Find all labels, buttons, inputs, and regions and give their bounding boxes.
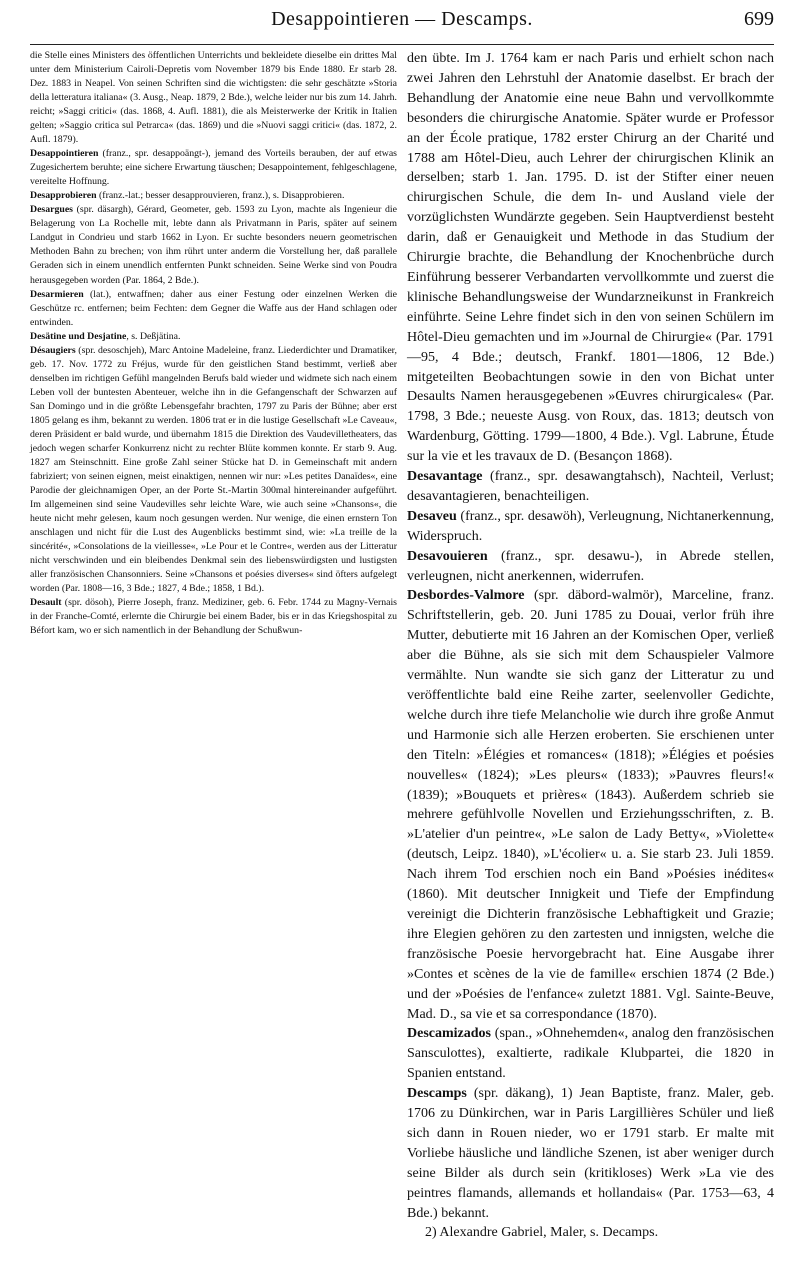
left-column <box>30 49 397 1243</box>
entry-headword: Desargues <box>30 204 73 216</box>
entry-desavouieren <box>407 547 774 587</box>
entry-desarmieren <box>30 288 397 330</box>
entry-text: (franz., spr. desappoängt-), jemand des Vorteils berauben, der auf etwas Zugesichertem beruhte; eine sichere Erwartung täuschen; Desappointement, fehlgeschlagene, vereitelte Hoffnung. <box>30 148 397 188</box>
entry-text: (spr. däkang), 1) Jean Baptiste, franz. Maler, geb. 1706 zu Dünkirchen, war in Paris Largillières Schüler und ließ sich dann in Rouen nieder, wo er 1791 starb. Er malte mit Vorliebe häusliche und ländliche Szenen, ist aber weniger durch seine Bilder als durch sein (kritikloses) Werk »La vie des peintres flamands, allemands et hollandais« (Par. 1753—63, 4 Bde.) bekannt. <box>407 1086 774 1221</box>
running-head <box>30 8 774 44</box>
entry-desault <box>30 596 397 638</box>
entry-headword: Désaugiers <box>30 344 76 356</box>
entry-headword: Desavouieren <box>407 548 488 564</box>
entry-continuation <box>30 49 397 147</box>
entry-desappointieren <box>30 147 397 189</box>
entry-desaugiers <box>30 344 397 597</box>
entry-desatine <box>30 330 397 344</box>
entry-continuation <box>407 49 774 467</box>
entry-text: (franz., spr. desawu-), in Abrede stellen, verleugnen, nicht anerkennen, widerrufen. <box>407 548 774 584</box>
entry-headword: Desaveu <box>407 508 457 524</box>
right-column <box>407 49 774 1243</box>
entry-text: (lat.), entwaffnen; daher aus einer Festung oder einzelnen Werken die Geschütze rc. entfernen; beim Fechten: dem Gegner die Waffe aus der Hand schlagen oder entwinden. <box>30 288 397 328</box>
entry-text: , s. Deßjätina. <box>126 330 181 342</box>
entry-text: (spr. däbord-walmör), Marceline, franz. Schriftstellerin, geb. 20. Juni 1785 zu Douai, verlor früh ihre Mutter, debutierte mit 16 Jahren an der Komischen Oper, verließ aber die Bühne, als sie sich mit dem Schauspieler Valmore vermählte. Nun wandte sie sich ganz der Litteratur zu und veröffentlichte bald eine Reihe zarter, seelenvoller Gedichte, welche durch ihre tiefe Melancholie wie durch ihre große Anmut und Harmonie sich alle Herzen eroberten. Sie erschienen unter den Titeln: »Élégies et romances« (1818); »Élégies et poésies nouvelles« (1824); »Les pleurs« (1833); »Pauvres fleurs!« (1839); »Bouquets et prières« (1843). Außerdem schrieb sie mehrere gefühlvolle Novellen und Erziehungsschriften, z. B. »L'atelier d'un peintre«, »Le salon de Lady Betty«, »Violette« (deutsch, Leipz. 1840), »L'écolier« u. a. Sie starb 23. Juli 1859. Nach ihrem Tod erschien noch ein Band »Poésies inédites« (1860). Mit deutscher Innigkeit und Tiefe der Empfindung vereinigt die Dichterin französische Lebhaftigkeit und Grazie; ihre Elegien gehören zu den zartesten und innigsten, welche die französische Poesie hervorgebracht hat. Eine Ausgabe ihrer »Contes et scènes de la vie de famille« erschien 1874 (2 Bde.) und der »Poésies de l'enfance« zuletzt 1881. Vgl. Sainte-Beuve, Mad. D., sa vie et sa correspondance (1870). <box>407 588 774 1022</box>
running-title: Desappointieren — Descamps. <box>271 8 533 30</box>
entry-headword: Desapprobieren <box>30 190 97 202</box>
entry-text: (spr. desoschjeh), Marc Antoine Madeleine, franz. Liederdichter und Dramatiker, geb. 17. Nov. 1772 zu Fréjus, wurde für den geistlichen Stand bestimmt, verließ aber denselben im richtigen Gefühl mangelnden Berufs bald wieder und widmete sich nach einem Leben voll der buntesten Abenteuer, welche ihn in die Gefangenschaft der Schwarzen auf San Domingo und in die größte Lebensgefahr brachten, 1797 zu Paris der Bühne; aber erst 1805 gelang es ihm, bekannt zu werden. 1806 trat er in die lustige Gesellschaft »Le Caveau«, deren Präsident er bald wurde, und übernahm 1815 die Direktion des Vaudevilletheaters, das jedoch wegen scharfer Konkurrenz nicht zu rechter Blüte kommen konnte. Er starb 9. Aug. 1827 am Steinschnitt. Eine große Zahl seiner Stücke hat D. in Gemeinschaft mit andern fabriziert; von seinen eignen, meist einaktigen, nennen wir nur: »Les petites Danaïdes«, eine Parodie der gleichnamigen Oper, an der Porte St.-Martin 300mal hintereinander aufgeführt. Im allgemeinen sind seine Vaudevilles sehr leichte Ware, wie auch seine »Chansons«, die heute nicht mehr gelesen, kaum noch gesungen werden. Nur wenige, die einen ernstern Ton anschlagen und nicht für die Lust des Augenblicks bestimmt sind, wie: »La treille de la sincérité«, »Consolations de la vieillesse«, »Le Pour et le Contre«, werden aus der Litteratur nicht verschwinden und ein bleibendes Denkmal sein des liebenswürdigsten und lustigsten aller französischen Chansonniers. Seine »Chansons et poésies diverses« sind öfters aufgelegt worden (Par. 1808—16, 3 Bde.; 1827, 4 Bde.; 1858, 1 Bd.). <box>30 344 397 595</box>
entry-text: die Stelle eines Ministers des öffentlichen Unterrichts und bekleidete dieselbe ein drittes Mal unter dem Ministerium Cairoli-Depretis vom November 1879 bis Ende 1880. Er starb 28. Dez. 1883 in Neapel. Von seinen Schriften sind die wichtigsten: die sehr geschätzte »Storia della letteratura italiana« (3. Ausg., Neap. 1879, 2 Bde.), welche leider nur bis zum 14. Jahrh. reicht; »Saggi critici« (das. 1868, 4. Aufl. 1881), die als Meisterwerke der Kritik in Italien gelten; »Saggio critica sul Petrarca« (das. 1869) und die »Nuovi saggi critici« (das. 1872, 2. Aufl. 1879). <box>30 50 397 146</box>
entry-headword: Desault <box>30 597 62 609</box>
entry-text: (span., »Ohnehemden«, analog den französischen Sansculottes), exaltierte, radikale Klubpartei, die 1820 in Spanien entstand. <box>407 1026 774 1082</box>
header-rule <box>30 44 774 45</box>
entry-headword: Desavantage <box>407 469 483 485</box>
entry-headword: Desappointieren <box>30 148 99 160</box>
text-columns <box>30 49 774 1243</box>
entry-headword: Desätine und Desjatine <box>30 330 127 342</box>
entry-text: (spr. dösoh), Pierre Joseph, franz. Mediziner, geb. 6. Febr. 1744 zu Magny-Vernais in der Franche-Comté, erlernte die Chirurgie bei einem Bader, bis er in das Kriegshospital zu Béfort kam, wo er sich namentlich in der Behandlung der Schußwun- <box>30 597 397 637</box>
entry-headword: Descamps <box>407 1086 467 1102</box>
entry-descamizados <box>407 1024 774 1084</box>
entry-headword: Desarmieren <box>30 288 84 300</box>
entry-desargues <box>30 203 397 287</box>
entry-text: (franz., spr. desawöh), Verleugnung, Nichtanerkennung, Widerspruch. <box>407 508 774 544</box>
entry-text: (franz., spr. desawangtahsch), Nachteil, Verlust; desavantagieren, benachteiligen. <box>407 469 774 504</box>
entry-text: den übte. Im J. 1764 kam er nach Paris und erhielt schon nach zwei Jahren den Lehrstuhl der Anatomie daselbst. Er brach der Behandlung der Anatomie eine neue Bahn und vervollkommte besonders die chirurgische Anatomie. Später wurde er Professor an der École pratique, 1782 erster Chirurg an der Charité und 1788 am Hôtel-Dieu, auch Lehrer der chirurgischen Klinik an derselben; starb 1. Jan. 1795. D. ist der Stifter einer neuen chirurgischen Schule, die dem In- und Ausland viele der vorzüglichsten Wundärzte gegeben. Sein Hauptverdienst besteht darin, daß er Genauigkeit und Methode in das Studium der Chirurgie brachte, die Behandlung der Knochenbrüche durch Einführung besserer Verbandarten vervollkommte und zuerst die klinische Behandlungsweise der Wundarzneikunst in Frankreich einführte. Seine Lehre findet sich in den von seinen Schülern im Hôtel-Dieu gemachten und im »Journal de Chirurgie« (Par. 1791—95, 4 Bde.; deutsch, Frankf. 1801—1806, 12 Bde.) mitgeteilten Beobachtungen sowie in den von Bichat unter Desaults Namen herausgegebenen »Œuvres chirurgicales« (Par. 1798, 3 Bde.; neueste Ausg. von Roux, das. 1813; deutsch von Wardenburg, Götting. 1799—1800, 4 Bde.). Vgl. Labrune, Étude sur la vie et les travaux de D. (Besançon 1868). <box>407 51 774 465</box>
entry-desapprobieren <box>30 189 397 203</box>
entry-descamps <box>407 1084 774 1223</box>
entry-desaveu <box>407 507 774 547</box>
entry-headword: Desbordes-Valmore <box>407 588 525 604</box>
entry-text: (franz.-lat.; besser desapprouvieren, franz.), s. Disapprobieren. <box>96 190 345 202</box>
entry-desavantage <box>407 467 774 507</box>
entry-desbordes-valmore <box>407 586 774 1024</box>
page-number: 699 <box>744 8 774 30</box>
entry-descamps-2 <box>407 1223 774 1243</box>
entry-text: (spr. däsargh), Gérard, Geometer, geb. 1593 zu Lyon, machte als Ingenieur die Belagerung von La Rochelle mit, lebte dann als Privatmann in Paris, später auf seinem Landgut in Condrieu und starb 1662 in Lyon. Er suchte besonders neuern geometrischen Methoden Bahn zu brechen; von ihm rührt unter anderm die Vorstellung her, daß parallele Geraden sich in einem unendlich entfernten Punkt schneiden. Seine Werke sind von Poudra herausgegeben worden (Par. 1864, 2 Bde.). <box>30 204 397 286</box>
entry-headword: Descamizados <box>407 1026 491 1042</box>
entry-text: 2) Alexandre Gabriel, Maler, s. Decamps. <box>425 1225 659 1241</box>
